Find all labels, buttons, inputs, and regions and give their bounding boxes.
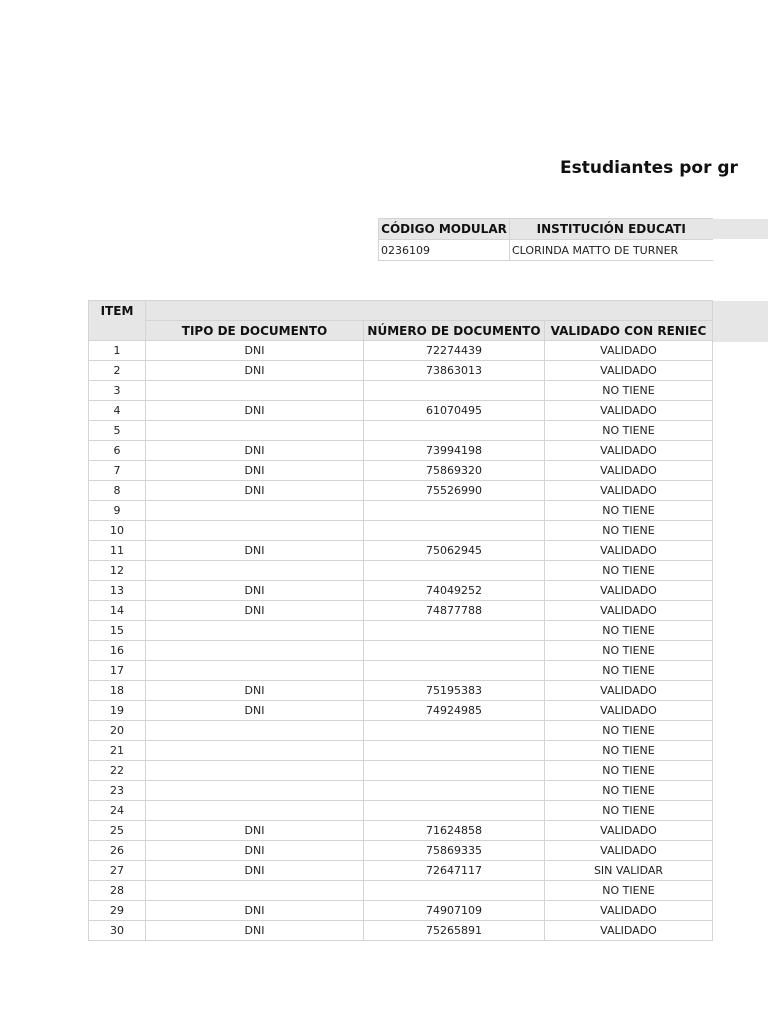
validado-cell: VALIDADO bbox=[545, 901, 713, 921]
header-item-sub bbox=[89, 321, 146, 341]
validado-cell: VALIDADO bbox=[545, 481, 713, 501]
item-cell: 4 bbox=[89, 401, 146, 421]
table-row bbox=[89, 601, 713, 621]
validado-cell: NO TIENE bbox=[545, 761, 713, 781]
tipo-documento-cell: DNI bbox=[146, 401, 364, 421]
numero-documento-cell: 61070495 bbox=[364, 401, 545, 421]
numero-documento-cell bbox=[364, 881, 545, 901]
tipo-documento-cell: DNI bbox=[146, 541, 364, 561]
institucion-value: CLORINDA MATTO DE TURNER bbox=[510, 240, 713, 261]
item-cell: 23 bbox=[89, 781, 146, 801]
numero-documento-cell: 75869335 bbox=[364, 841, 545, 861]
validado-cell: NO TIENE bbox=[545, 621, 713, 641]
numero-documento-cell bbox=[364, 521, 545, 541]
item-cell: 16 bbox=[89, 641, 146, 661]
header-overflow-strip bbox=[712, 219, 768, 239]
numero-documento-cell: 74049252 bbox=[364, 581, 545, 601]
item-cell: 19 bbox=[89, 701, 146, 721]
item-cell: 12 bbox=[89, 561, 146, 581]
numero-documento-cell bbox=[364, 641, 545, 661]
numero-documento-cell: 75869320 bbox=[364, 461, 545, 481]
validado-cell: VALIDADO bbox=[545, 841, 713, 861]
tipo-documento-cell: DNI bbox=[146, 701, 364, 721]
numero-documento-cell: 74907109 bbox=[364, 901, 545, 921]
item-cell: 25 bbox=[89, 821, 146, 841]
validado-cell: NO TIENE bbox=[545, 501, 713, 521]
tipo-documento-cell bbox=[146, 721, 364, 741]
tipo-documento-cell: DNI bbox=[146, 581, 364, 601]
item-cell: 30 bbox=[89, 921, 146, 941]
table-row bbox=[89, 801, 713, 821]
validado-cell: NO TIENE bbox=[545, 661, 713, 681]
validado-cell: VALIDADO bbox=[545, 821, 713, 841]
table-row bbox=[89, 501, 713, 521]
item-cell: 11 bbox=[89, 541, 146, 561]
table-row bbox=[89, 761, 713, 781]
validado-cell: VALIDADO bbox=[545, 541, 713, 561]
item-cell: 14 bbox=[89, 601, 146, 621]
table-row bbox=[89, 641, 713, 661]
item-cell: 27 bbox=[89, 861, 146, 881]
header-institucion: INSTITUCIÓN EDUCATI bbox=[510, 219, 713, 240]
validado-cell: VALIDADO bbox=[545, 461, 713, 481]
header-validado-reniec: VALIDADO CON RENIEC bbox=[545, 321, 713, 341]
numero-documento-cell: 75265891 bbox=[364, 921, 545, 941]
table-row bbox=[89, 901, 713, 921]
tipo-documento-cell: DNI bbox=[146, 841, 364, 861]
table-row bbox=[89, 581, 713, 601]
validado-cell: VALIDADO bbox=[545, 921, 713, 941]
item-cell: 3 bbox=[89, 381, 146, 401]
tipo-documento-cell: DNI bbox=[146, 341, 364, 361]
header-overflow-strip bbox=[712, 301, 768, 342]
validado-cell: VALIDADO bbox=[545, 701, 713, 721]
validado-cell: VALIDADO bbox=[545, 441, 713, 461]
table-row bbox=[89, 921, 713, 941]
tipo-documento-cell: DNI bbox=[146, 901, 364, 921]
item-cell: 15 bbox=[89, 621, 146, 641]
codigo-modular-value: 0236109 bbox=[379, 240, 510, 261]
item-cell: 20 bbox=[89, 721, 146, 741]
validado-cell: NO TIENE bbox=[545, 741, 713, 761]
header-item: ITEM bbox=[89, 301, 146, 321]
institution-table bbox=[378, 218, 713, 261]
tipo-documento-cell: DNI bbox=[146, 361, 364, 381]
item-cell: 29 bbox=[89, 901, 146, 921]
table-row bbox=[89, 821, 713, 841]
numero-documento-cell: 75062945 bbox=[364, 541, 545, 561]
table-row bbox=[89, 541, 713, 561]
table-row bbox=[89, 701, 713, 721]
validado-cell: VALIDADO bbox=[545, 581, 713, 601]
header-numero-documento: NÚMERO DE DOCUMENTO bbox=[364, 321, 545, 341]
item-cell: 17 bbox=[89, 661, 146, 681]
item-cell: 2 bbox=[89, 361, 146, 381]
tipo-documento-cell: DNI bbox=[146, 601, 364, 621]
validado-cell: VALIDADO bbox=[545, 601, 713, 621]
numero-documento-cell: 72647117 bbox=[364, 861, 545, 881]
numero-documento-cell bbox=[364, 501, 545, 521]
table-row bbox=[89, 661, 713, 681]
item-cell: 7 bbox=[89, 461, 146, 481]
validado-cell: NO TIENE bbox=[545, 721, 713, 741]
tipo-documento-cell bbox=[146, 421, 364, 441]
validado-cell: NO TIENE bbox=[545, 801, 713, 821]
numero-documento-cell: 73863013 bbox=[364, 361, 545, 381]
header-group bbox=[146, 301, 713, 321]
validado-cell: SIN VALIDAR bbox=[545, 861, 713, 881]
table-row bbox=[89, 681, 713, 701]
numero-documento-cell bbox=[364, 381, 545, 401]
tipo-documento-cell bbox=[146, 781, 364, 801]
numero-documento-cell: 74924985 bbox=[364, 701, 545, 721]
page-title: Estudiantes por gr bbox=[560, 158, 738, 178]
table-row bbox=[89, 441, 713, 461]
table-row bbox=[89, 521, 713, 541]
validado-cell: NO TIENE bbox=[545, 521, 713, 541]
tipo-documento-cell: DNI bbox=[146, 681, 364, 701]
header-tipo-documento: TIPO DE DOCUMENTO bbox=[146, 321, 364, 341]
numero-documento-cell: 75526990 bbox=[364, 481, 545, 501]
validado-cell: NO TIENE bbox=[545, 381, 713, 401]
tipo-documento-cell bbox=[146, 621, 364, 641]
item-cell: 1 bbox=[89, 341, 146, 361]
numero-documento-cell bbox=[364, 721, 545, 741]
validado-cell: NO TIENE bbox=[545, 641, 713, 661]
tipo-documento-cell bbox=[146, 381, 364, 401]
validado-cell: VALIDADO bbox=[545, 681, 713, 701]
item-cell: 26 bbox=[89, 841, 146, 861]
tipo-documento-cell bbox=[146, 661, 364, 681]
students-table bbox=[88, 300, 713, 941]
validado-cell: VALIDADO bbox=[545, 361, 713, 381]
validado-cell: VALIDADO bbox=[545, 401, 713, 421]
numero-documento-cell bbox=[364, 761, 545, 781]
numero-documento-cell bbox=[364, 621, 545, 641]
item-cell: 8 bbox=[89, 481, 146, 501]
table-row bbox=[89, 561, 713, 581]
validado-cell: NO TIENE bbox=[545, 781, 713, 801]
table-row bbox=[89, 621, 713, 641]
numero-documento-cell: 72274439 bbox=[364, 341, 545, 361]
numero-documento-cell: 75195383 bbox=[364, 681, 545, 701]
table-row bbox=[89, 841, 713, 861]
table-row bbox=[89, 861, 713, 881]
validado-cell: NO TIENE bbox=[545, 881, 713, 901]
table-row bbox=[89, 721, 713, 741]
table-row bbox=[89, 781, 713, 801]
table-row bbox=[89, 741, 713, 761]
table-row bbox=[89, 421, 713, 441]
tipo-documento-cell bbox=[146, 761, 364, 781]
table-row bbox=[89, 401, 713, 421]
header-codigo-modular: CÓDIGO MODULAR bbox=[379, 219, 510, 240]
tipo-documento-cell: DNI bbox=[146, 441, 364, 461]
tipo-documento-cell bbox=[146, 801, 364, 821]
tipo-documento-cell bbox=[146, 561, 364, 581]
item-cell: 18 bbox=[89, 681, 146, 701]
tipo-documento-cell bbox=[146, 501, 364, 521]
item-cell: 6 bbox=[89, 441, 146, 461]
tipo-documento-cell bbox=[146, 881, 364, 901]
numero-documento-cell bbox=[364, 741, 545, 761]
item-cell: 28 bbox=[89, 881, 146, 901]
table-row bbox=[89, 481, 713, 501]
item-cell: 10 bbox=[89, 521, 146, 541]
tipo-documento-cell bbox=[146, 741, 364, 761]
tipo-documento-cell: DNI bbox=[146, 861, 364, 881]
tipo-documento-cell bbox=[146, 641, 364, 661]
numero-documento-cell bbox=[364, 421, 545, 441]
tipo-documento-cell: DNI bbox=[146, 461, 364, 481]
tipo-documento-cell: DNI bbox=[146, 481, 364, 501]
validado-cell: VALIDADO bbox=[545, 341, 713, 361]
item-cell: 21 bbox=[89, 741, 146, 761]
table-row bbox=[89, 381, 713, 401]
item-cell: 22 bbox=[89, 761, 146, 781]
table-row bbox=[89, 461, 713, 481]
validado-cell: NO TIENE bbox=[545, 421, 713, 441]
table-row bbox=[89, 881, 713, 901]
item-cell: 5 bbox=[89, 421, 146, 441]
numero-documento-cell: 73994198 bbox=[364, 441, 545, 461]
numero-documento-cell bbox=[364, 561, 545, 581]
numero-documento-cell bbox=[364, 801, 545, 821]
numero-documento-cell: 74877788 bbox=[364, 601, 545, 621]
item-cell: 9 bbox=[89, 501, 146, 521]
item-cell: 24 bbox=[89, 801, 146, 821]
table-row bbox=[89, 341, 713, 361]
tipo-documento-cell bbox=[146, 521, 364, 541]
numero-documento-cell: 71624858 bbox=[364, 821, 545, 841]
tipo-documento-cell: DNI bbox=[146, 821, 364, 841]
table-row bbox=[89, 361, 713, 381]
numero-documento-cell bbox=[364, 661, 545, 681]
item-cell: 13 bbox=[89, 581, 146, 601]
validado-cell: NO TIENE bbox=[545, 561, 713, 581]
tipo-documento-cell: DNI bbox=[146, 921, 364, 941]
numero-documento-cell bbox=[364, 781, 545, 801]
